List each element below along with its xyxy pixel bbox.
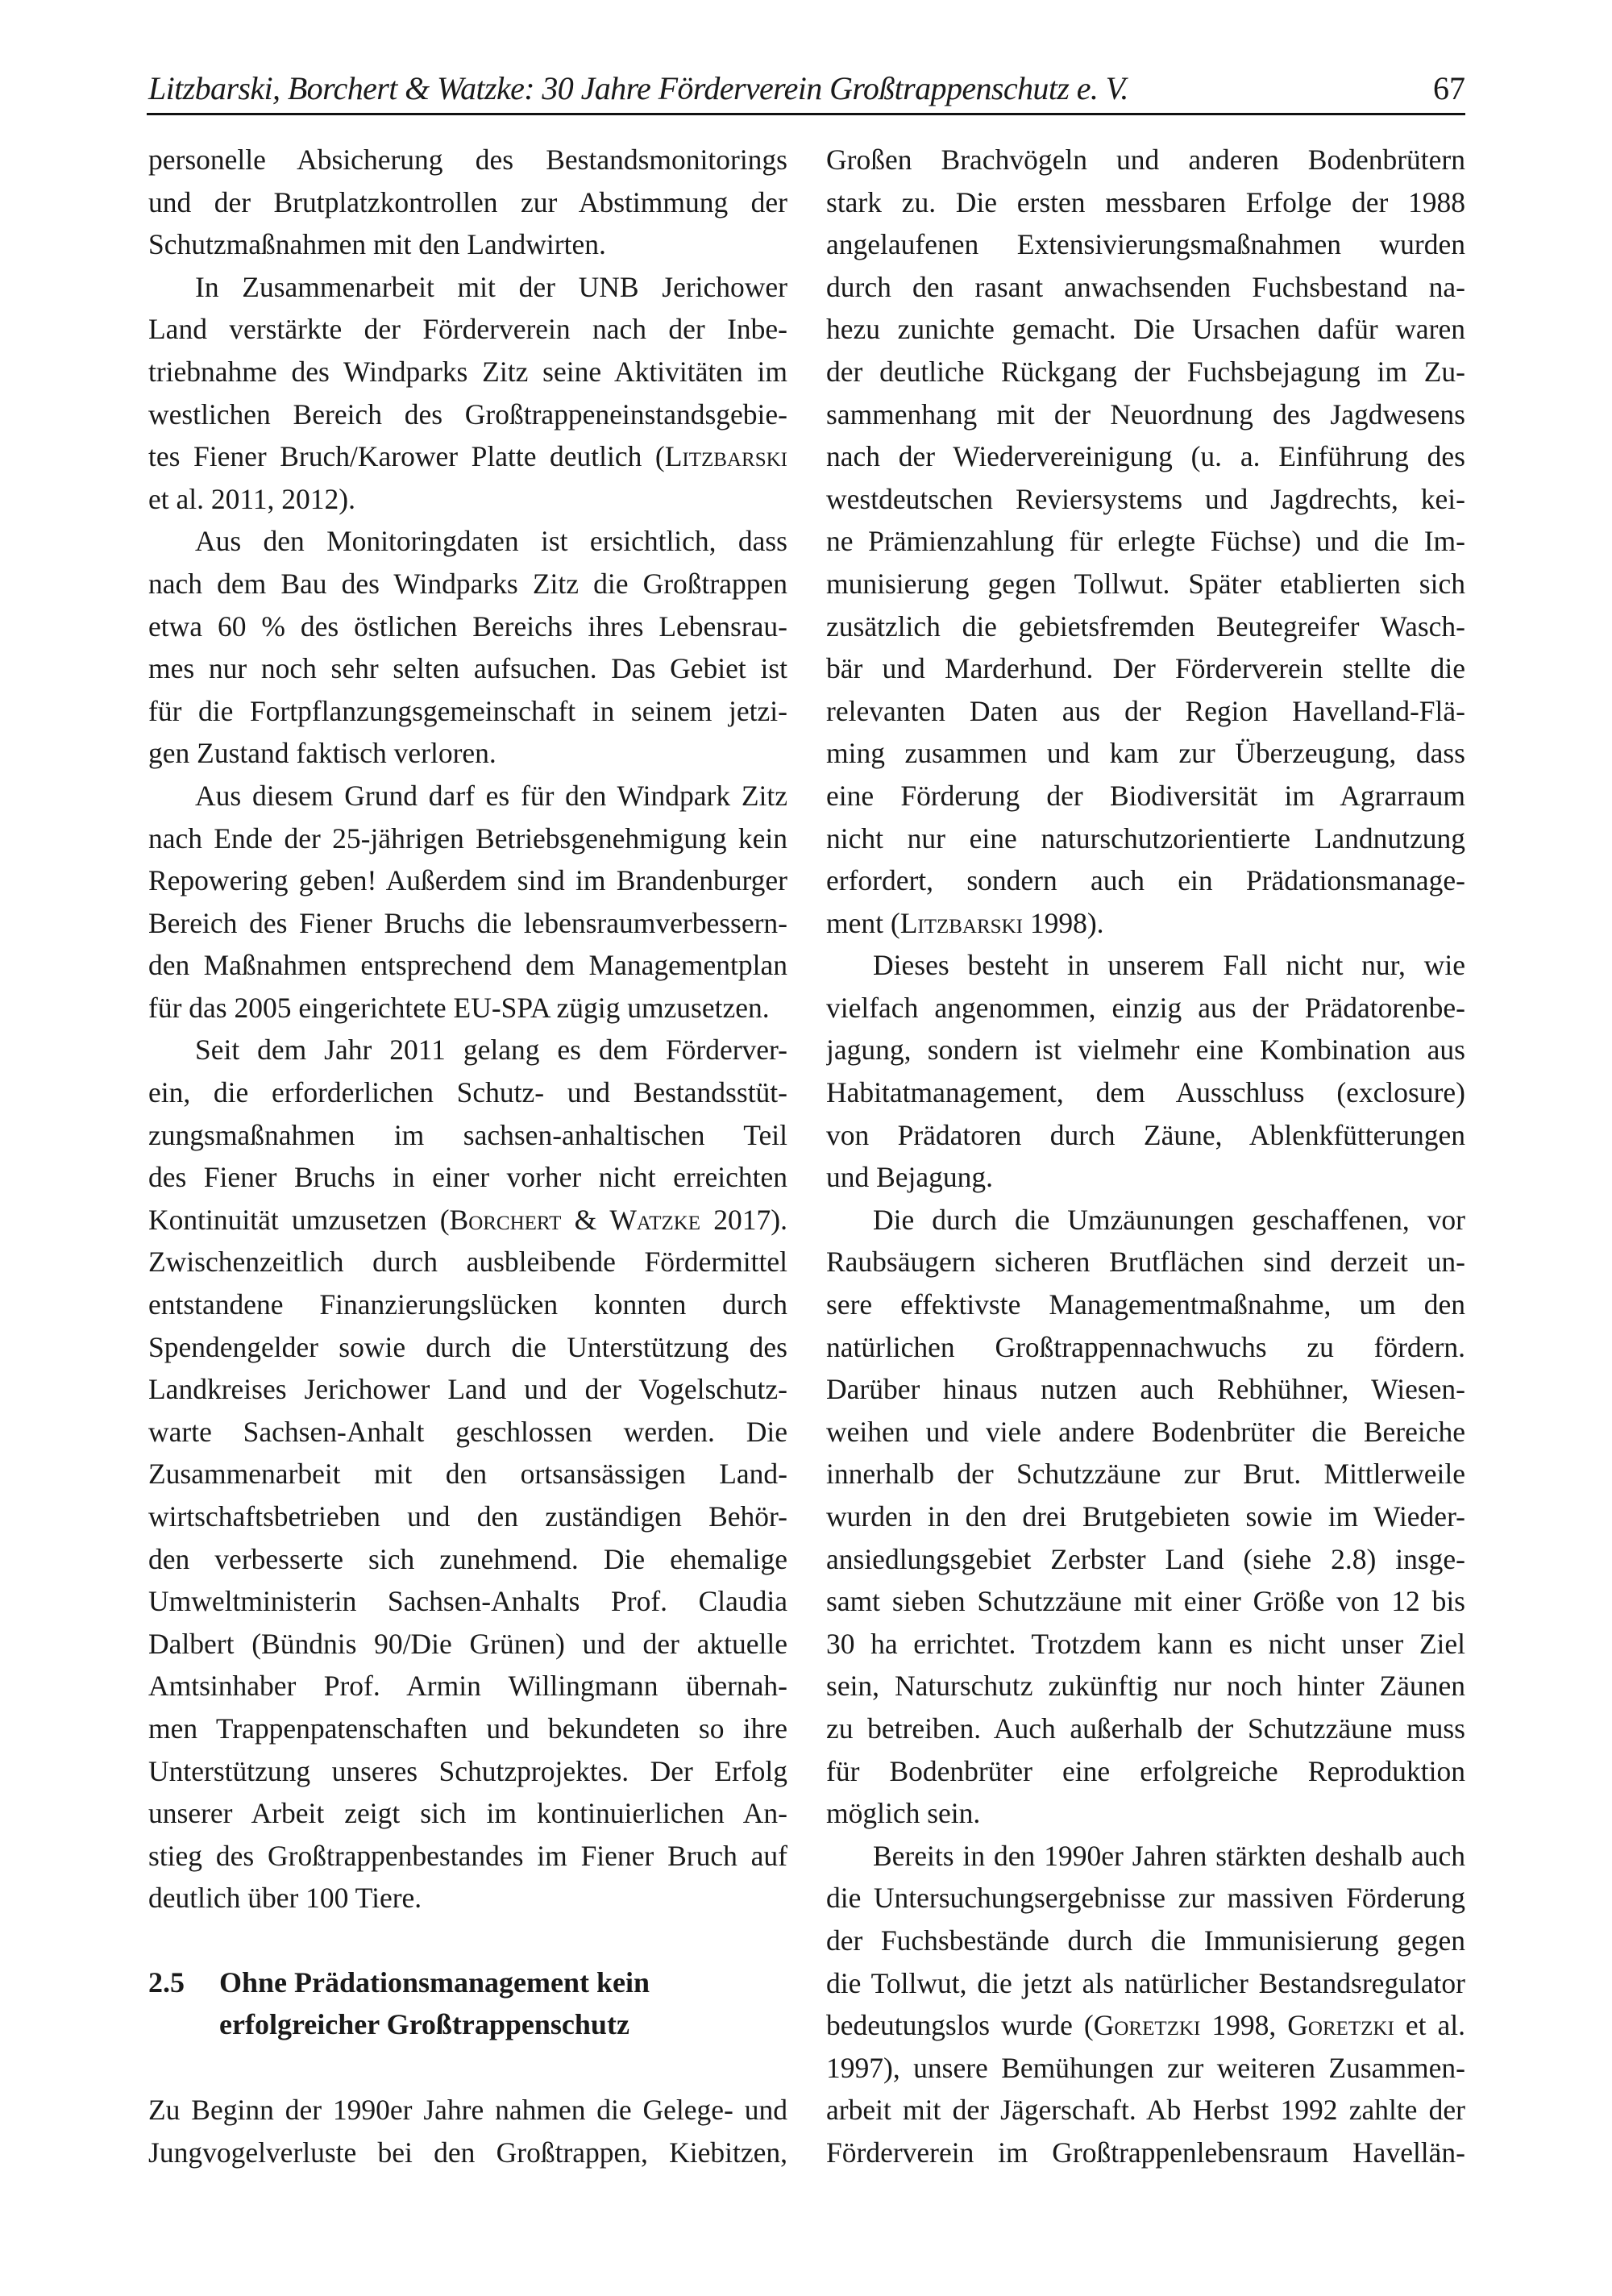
text-line: hezu zunichte gemacht. Die Ursachen dafür waren (826, 313, 1465, 346)
text-line: bär und Marderhund. Der Förderverein stellte die (826, 652, 1465, 685)
citation-author: Borchert (449, 1203, 562, 1236)
text-line: und der Brutplatzkontrollen zur Abstimmung der (148, 185, 787, 218)
text-line: durch den rasant anwachsenden Fuchsbestand na- (826, 270, 1465, 303)
paragraph (148, 1029, 787, 1919)
section-number: 2.5 (148, 1965, 185, 1999)
section-heading (148, 1961, 787, 2045)
section-title-line-1: Ohne Prädationsmanagement kein (219, 1965, 650, 1999)
text-line: nach der Wiedervereinigung (u. a. Einführung des (826, 440, 1465, 473)
text-line: die Tollwut, die jetzt als natürlicher Bestandsregulator (826, 1966, 1465, 1999)
paragraph (148, 520, 787, 775)
text-line: für das 2005 eingerichtete EU-SPA zügig umzusetzen. (148, 991, 770, 1024)
text-line: nach dem Bau des Windparks Zitz die Großtrappen (148, 567, 787, 600)
text-line: von Prädatoren durch Zäune, Ablenkfütterungen (826, 1118, 1465, 1151)
text-line: sammenhang mit der Neuordnung des Jagdwesens (826, 397, 1465, 430)
paragraph (826, 139, 1465, 944)
section-title-line-2: erfolgreicher Großtrappenschutz (219, 2007, 629, 2040)
text-line: ne Prämienzahlung für erlegte Füchse) und die Im- (826, 525, 1465, 558)
left-column (148, 139, 787, 2173)
right-body (826, 139, 1465, 2174)
page-number: 67 (1433, 70, 1465, 106)
text-line: relevanten Daten aus der Region Havelland-Flä- (826, 694, 1465, 727)
text-line: und Bejagung. (826, 1161, 994, 1194)
text-line: der deutliche Rückgang der Fuchsbejagung im Zu- (826, 355, 1465, 388)
left-body-after-heading (148, 2089, 787, 2173)
citation-author: Goretzki (1093, 2009, 1201, 2042)
text-line: Großen Brachvögeln und anderen Bodenbrütern (826, 144, 1465, 176)
text-line: innerhalb der Schutzzäune zur Brut. Mittlerweile (826, 1458, 1465, 1491)
text-line: Aus den Monitoringdaten ist ersichtlich, dass (195, 525, 787, 558)
text-line: warte Sachsen-Anhalt geschlossen werden. Die (148, 1415, 787, 1448)
text-line: Unterstützung unseres Schutzprojektes. Der Erfolg (148, 1754, 787, 1787)
text-line: unserer Arbeit zeigt sich im kontinuierlichen An- (148, 1797, 787, 1830)
text-line: wurden in den drei Brutgebieten sowie im Wieder- (826, 1500, 1465, 1533)
text-line: möglich sein. (826, 1797, 981, 1830)
running-title: Litzbarski, Borchert & Watzke: 30 Jahre Förderverein Großtrappenschutz e. V. (148, 70, 1128, 106)
running-head (148, 66, 1465, 111)
text-line: jagung, sondern ist vielmehr eine Kombination aus (826, 1034, 1465, 1067)
text-line: Bereich des Fiener Bruchs die lebensraumverbessern- (148, 906, 787, 939)
text-line: für Bodenbrüter eine erfolgreiche Reproduktion (826, 1754, 1465, 1787)
text-line: westdeutschen Reviersystems und Jagdrechts, kei- (826, 482, 1465, 515)
text-line: gen Zustand faktisch verloren. (148, 737, 496, 770)
text-line: der Fuchsbestände durch die Immunisierung gegen (826, 1924, 1465, 1957)
text-line: eine Förderung der Biodiversität im Agrarraum (826, 779, 1465, 812)
text-line: zusätzlich die gebietsfremden Beutegreifer Wasch- (826, 609, 1465, 643)
text-line: 30 ha errichtet. Trotzdem kann es nicht unser Ziel (826, 1627, 1465, 1660)
text-line: stieg des Großtrappenbestandes im Fiener Bruch auf (148, 1839, 787, 1872)
text-line: für die Fortpflanzungsgemeinschaft in seinem jetzi- (148, 694, 787, 727)
text-line: deutlich über 100 Tiere. (148, 1882, 422, 1915)
text-line: Spendengelder sowie durch die Unterstützung des (148, 1330, 787, 1363)
text-line: Habitatmanagement, dem Ausschluss (exclosure) (826, 1076, 1465, 1109)
text-line: ming zusammen und kam zur Überzeugung, dass (826, 737, 1465, 770)
text-line: bedeutungslos wurde (Goretzki 1998, Goretzki et al. (826, 2009, 1465, 2042)
text-line: Landkreises Jerichower Land und der Vogelschutz- (148, 1373, 787, 1406)
paragraph (826, 944, 1465, 1199)
text-line: arbeit mit der Jägerschaft. Ab Herbst 1992 zahlte der (826, 2094, 1465, 2127)
text-line: Dieses besteht in unserem Fall nicht nur, wie (873, 949, 1465, 982)
text-line: Zusammenarbeit mit den ortsansässigen Land- (148, 1458, 787, 1491)
text-line: Umweltministerin Sachsen-Anhalts Prof. Claudia (148, 1585, 787, 1618)
text-line: Schutzmaßnahmen mit den Landwirten. (148, 228, 606, 261)
text-line: Die durch die Umzäunungen geschaffenen, vor (873, 1203, 1465, 1236)
text-line: des Fiener Bruchs in einer vorher nicht erreichten (148, 1161, 787, 1194)
text-line: Förderverein im Großtrappenlebensraum Havellän- (826, 2136, 1465, 2169)
text-line: Kontinuität umzusetzen (Borchert & Watzke 2017). (148, 1203, 787, 1236)
text-line: stark zu. Die ersten messbaren Erfolge der 1988 (826, 185, 1465, 218)
citation-author: Litzbarski (899, 906, 1023, 939)
text-line: triebnahme des Windparks Zitz seine Aktivitäten im (148, 355, 787, 388)
text-line: tes Fiener Bruch/Karower Platte deutlich (Litzbarski (148, 440, 787, 473)
text-line: samt sieben Schutzzäune mit einer Größe von 12 bis (826, 1585, 1465, 1618)
citation-author: Goretzki (1287, 2009, 1394, 2042)
citation-author: Litzbarski (664, 440, 787, 473)
text-line: etwa 60 % des östlichen Bereichs ihres Lebensrau- (148, 609, 787, 643)
section-spacer (148, 1920, 787, 1961)
text-line: Aus diesem Grund darf es für den Windpark Zitz (195, 779, 787, 812)
text-line: nicht nur eine naturschutzorientierte Landnutzung (826, 821, 1465, 855)
heading-spacer (148, 2045, 787, 2089)
text-line: personelle Absicherung des Bestandsmonitorings (148, 144, 787, 176)
paragraph (148, 775, 787, 1029)
text-line: 1997), unsere Bemühungen zur weiteren Zusammen- (826, 2051, 1465, 2084)
left-body-before-heading (148, 139, 787, 1920)
text-line: sein, Naturschutz zukünftig nur noch hinter Zäunen (826, 1670, 1465, 1703)
text-line: In Zusammenarbeit mit der UNB Jerichower (195, 270, 787, 303)
text-line: den Maßnahmen entsprechend dem Managementplan (148, 949, 787, 982)
text-line: Amtsinhaber Prof. Armin Willingmann übernah- (148, 1670, 787, 1703)
text-line: mes nur noch sehr selten aufsuchen. Das Gebiet ist (148, 652, 787, 685)
text-line: ment (Litzbarski 1998). (826, 906, 1104, 939)
text-line: Darüber hinaus nutzen auch Rebhühner, Wiesen- (826, 1373, 1465, 1406)
paragraph (148, 266, 787, 521)
paragraph (148, 139, 787, 266)
text-line: men Trappenpatenschaften und bekundeten so ihre (148, 1712, 787, 1745)
text-line: ansiedlungsgebiet Zerbster Land (siehe 2.8) insge- (826, 1542, 1465, 1575)
text-line: Dalbert (Bündnis 90/Die Grünen) und der aktuelle (148, 1627, 787, 1660)
citation-author: Watzke (609, 1203, 701, 1236)
text-line: Land verstärkte der Förderverein nach der Inbe- (148, 313, 787, 346)
paragraph (826, 1199, 1465, 1835)
text-line: Raubsäugern sicheren Brutflächen sind derzeit un- (826, 1246, 1465, 1279)
text-line: munisierung gegen Tollwut. Später etablierten sich (826, 567, 1465, 600)
text-line: Seit dem Jahr 2011 gelang es dem Förderver- (195, 1034, 787, 1067)
text-line: vielfach angenommen, einzig aus der Prädatorenbe- (826, 991, 1465, 1024)
text-line: erfordert, sondern auch ein Prädationsmanage- (826, 864, 1465, 897)
text-line: Bereits in den 1990er Jahren stärkten deshalb auch (873, 1839, 1465, 1872)
text-line: entstandene Finanzierungslücken konnten durch (148, 1288, 787, 1321)
text-line: weihen und viele andere Bodenbrüter die Bereiche (826, 1415, 1465, 1448)
text-line: zu betreiben. Auch außerhalb der Schutzzäune muss (826, 1712, 1465, 1745)
text-line: westlichen Bereich des Großtrappeneinstandsgebie- (148, 397, 787, 430)
text-line: sere effektivste Managementmaßnahme, um den (826, 1288, 1465, 1321)
text-line: wirtschaftsbetrieben und den zuständigen Behör- (148, 1500, 787, 1533)
text-line: nach Ende der 25-jährigen Betriebsgenehmigung kein (148, 821, 787, 855)
right-column (826, 139, 1465, 2174)
text-line: et al. 2011, 2012). (148, 482, 355, 515)
text-line: angelaufenen Extensivierungsmaßnahmen wurden (826, 228, 1465, 261)
text-line: Repowering geben! Außerdem sind im Brandenburger (148, 864, 787, 897)
text-line: Zu Beginn der 1990er Jahre nahmen die Gelege- und (148, 2093, 787, 2126)
header-rule (147, 113, 1465, 115)
text-line: ein, die erforderlichen Schutz- und Bestandsstüt- (148, 1076, 787, 1109)
text-line: den verbesserte sich zunehmend. Die ehemalige (148, 1542, 787, 1575)
text-line: zungsmaßnahmen im sachsen-anhaltischen Teil (148, 1118, 787, 1151)
paragraph (826, 1835, 1465, 2174)
text-line: Jungvogelverluste bei den Großtrappen, Kiebitzen, (148, 2136, 787, 2169)
paragraph (148, 2089, 787, 2173)
text-line: Zwischenzeitlich durch ausbleibende Fördermittel (148, 1246, 787, 1279)
text-line: die Untersuchungsergebnisse zur massiven Förderung (826, 1882, 1465, 1915)
text-line: natürlichen Großtrappennachwuchs zu fördern. (826, 1330, 1465, 1363)
